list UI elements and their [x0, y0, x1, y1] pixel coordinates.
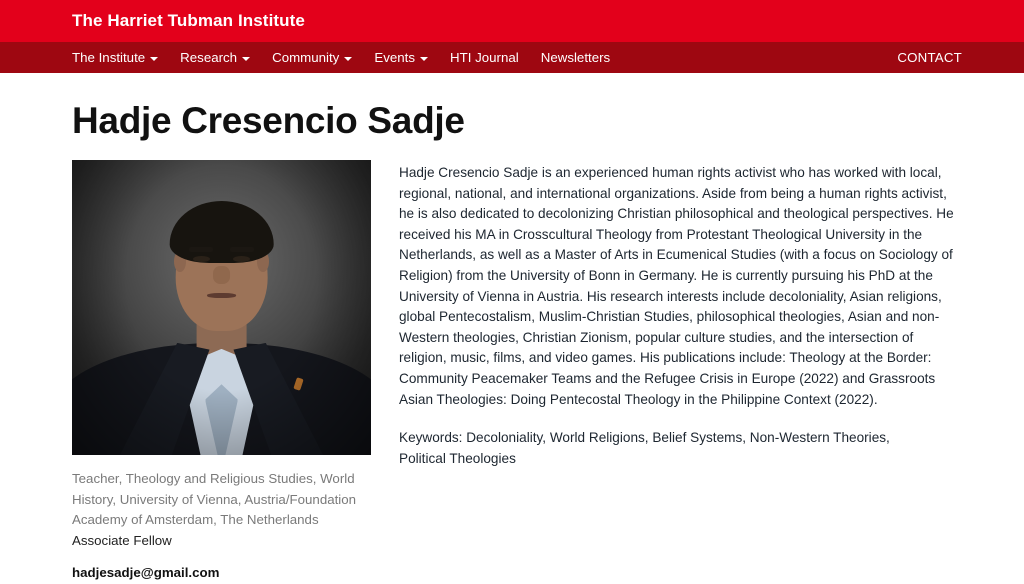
nav-item-label: Newsletters: [540, 50, 611, 65]
nav-item-contact[interactable]: CONTACT: [897, 50, 962, 65]
chevron-down-icon: [344, 57, 352, 61]
profile-bio: Hadje Cresencio Sadje is an experienced human rights activist who has worked with local, regional, national, and international organizations. Aside from being a human rights activist, he is also dedicated to decolonizing Christian philosophical and theological perspectives. He received his MA in Crosscultural Theology from Protestant Theological University in the Netherlands, as well as a Master of Arts in Ecumenical Studies (with a focus on Sociology of Religion) from the University of Bonn in Germany. He is currently pursuing his PhD at the University of Vienna in Austria. His research interests include decoloniality, Asian religions, global Pentecostalism, Muslim-Christian Studies, philosophical theologies, Asian and non-Western theologies, Christian Zionism, popular culture studies, and the intersection of religion, music, films, and video games. His publications include: Theology at the Border: Community Peacemaker Teams and the Refugee Crisis in Europe (2022) and Grassroots Asian Theologies: Doing Pentecostal Theology in the Philippine Context (2022).: [399, 165, 954, 407]
profile-sidebar: [72, 160, 371, 580]
nav-item-the-institute[interactable]: [72, 42, 169, 73]
nav-item-community[interactable]: [261, 42, 363, 73]
profile-main: [399, 160, 962, 469]
nav-item-label: Community: [272, 50, 340, 65]
profile-affiliation: Teacher, Theology and Religious Studies, World History, University of Vienna, Austria/Foundation Academy of Amsterdam, The Netherlands: [72, 471, 357, 527]
page-title: Hadje Cresencio Sadje: [72, 100, 465, 141]
portrait-vignette: [72, 160, 371, 455]
chevron-down-icon: [420, 57, 428, 61]
site-header: [0, 0, 1024, 42]
profile-role: Associate Fellow: [72, 532, 172, 548]
nav-item-research[interactable]: [169, 42, 261, 73]
nav-items: [72, 42, 621, 73]
main-navigation: [0, 42, 1024, 73]
nav-item-label: Events: [374, 50, 415, 65]
page-content: [0, 100, 1024, 580]
nav-item-label: Research: [180, 50, 238, 65]
nav-item-events[interactable]: [363, 42, 439, 73]
profile-email[interactable]: hadjesadje@gmail.com: [72, 565, 220, 580]
chevron-down-icon: [242, 57, 250, 61]
nav-item-newsletters[interactable]: [530, 42, 621, 73]
profile-layout: [72, 160, 962, 580]
profile-portrait-image: [72, 160, 371, 455]
chevron-down-icon: [150, 57, 158, 61]
nav-item-hti-journal[interactable]: [439, 42, 530, 73]
nav-item-label: The Institute: [72, 50, 146, 65]
nav-item-label: HTI Journal: [450, 50, 519, 65]
site-title[interactable]: The Harriet Tubman Institute: [72, 11, 305, 30]
profile-keywords: Keywords: Decoloniality, World Religions, Belief Systems, Non-Western Theories, Political Theologies: [399, 430, 890, 466]
